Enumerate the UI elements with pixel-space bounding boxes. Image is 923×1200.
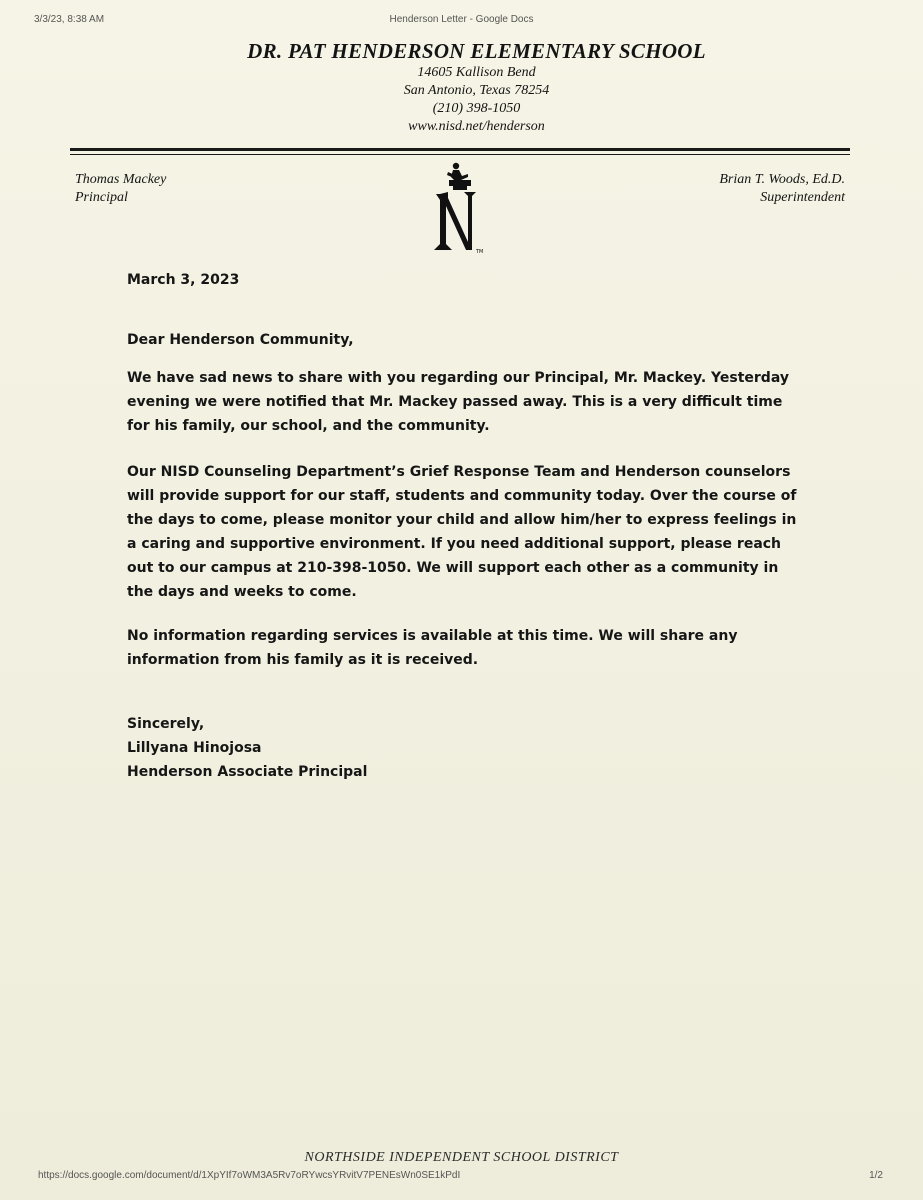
letter-date: March 3, 2023 bbox=[127, 272, 240, 288]
school-city: San Antonio, Texas 78254 bbox=[403, 83, 550, 98]
print-document-title: Henderson Letter - Google Docs bbox=[389, 14, 534, 25]
signer-title: Henderson Associate Principal bbox=[127, 764, 368, 780]
paragraph-line: will provide support for our staff, students and community today. Over the course of bbox=[127, 488, 797, 504]
paragraph-line: evening we were notified that Mr. Mackey passed away. This is a very difficult time bbox=[127, 394, 783, 410]
school-name: DR. PAT HENDERSON ELEMENTARY SCHOOL bbox=[247, 39, 706, 63]
principal-name: Thomas Mackey bbox=[75, 172, 167, 187]
paragraph-line: We have sad news to share with you regarding our Principal, Mr. Mackey. Yesterday bbox=[127, 370, 789, 386]
superintendent-title: Superintendent bbox=[760, 190, 845, 205]
paragraph-line: the days and weeks to come. bbox=[127, 584, 357, 600]
signer-name: Lillyana Hinojosa bbox=[127, 740, 262, 756]
school-phone: (210) 398-1050 bbox=[432, 101, 521, 116]
school-website: www.nisd.net/henderson bbox=[408, 119, 545, 134]
principal-block bbox=[75, 171, 166, 207]
letter-salutation: Dear Henderson Community, bbox=[127, 332, 354, 348]
closing: Sincerely, bbox=[127, 716, 205, 732]
document-url[interactable]: https://docs.google.com/document/d/1XpYIf7oWM3A5Rv7oRYwcsYRvitV7PENEsWn0SE1kPdI bbox=[38, 1170, 461, 1181]
letterhead-rule-thin bbox=[70, 154, 850, 155]
paragraph-line: No information regarding services is available at this time. We will share any bbox=[127, 628, 738, 644]
letter-paragraph-1 bbox=[127, 366, 807, 438]
paragraph-line: out to our campus at 210-398-1050. We will support each other as a community in bbox=[127, 560, 779, 576]
letterhead bbox=[0, 38, 923, 136]
district-name: NORTHSIDE INDEPENDENT SCHOOL DISTRICT bbox=[304, 1150, 619, 1165]
superintendent-block bbox=[719, 171, 845, 207]
nisd-logo-icon bbox=[426, 162, 490, 256]
letterhead-rule-thick bbox=[70, 148, 850, 151]
paragraph-line: for his family, our school, and the community. bbox=[127, 418, 490, 434]
letter-signoff bbox=[127, 712, 807, 784]
paragraph-line: information from his family as it is received. bbox=[127, 652, 479, 668]
paragraph-line: the days to come, please monitor your child and allow him/her to express feelings in bbox=[127, 512, 797, 528]
svg-text:TM: TM bbox=[476, 249, 484, 255]
letter-paragraph-2 bbox=[127, 460, 807, 604]
principal-title: Principal bbox=[75, 190, 128, 205]
superintendent-name: Brian T. Woods, Ed.D. bbox=[719, 172, 845, 187]
browser-print-header bbox=[0, 14, 923, 30]
school-street: 14605 Kallison Bend bbox=[417, 65, 536, 80]
paragraph-line: a caring and supportive environment. If you need additional support, please reach bbox=[127, 536, 782, 552]
letter-paragraph-3 bbox=[127, 624, 807, 672]
page-number: 1/2 bbox=[869, 1170, 883, 1181]
browser-print-footer bbox=[0, 1170, 923, 1184]
paragraph-line: Our NISD Counseling Department’s Grief Response Team and Henderson counselors bbox=[127, 464, 791, 480]
print-timestamp: 3/3/23, 8:38 AM bbox=[34, 14, 105, 25]
